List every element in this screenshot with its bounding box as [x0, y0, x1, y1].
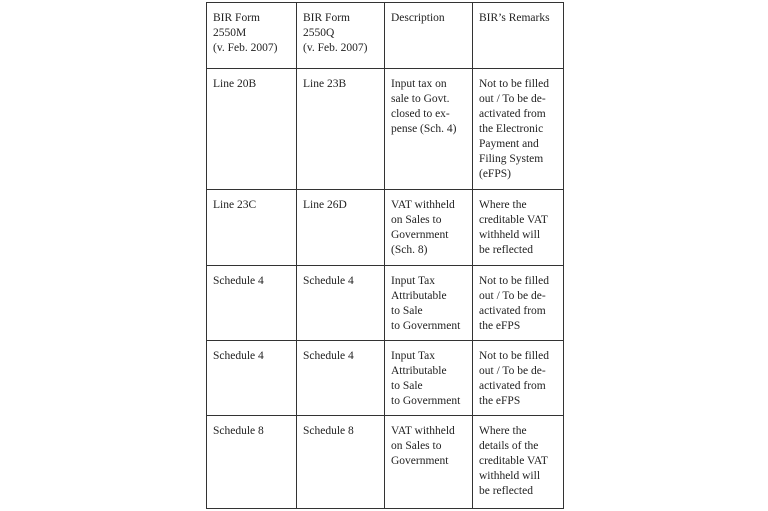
header-bir-form-2550q: BIR Form 2550Q (v. Feb. 2007)	[297, 3, 385, 69]
cell-form-2550m: Schedule 4	[207, 266, 297, 341]
header-description: Description	[385, 3, 473, 69]
cell-form-2550q: Schedule 8	[297, 416, 385, 509]
cell-form-2550q: Line 23B	[297, 69, 385, 190]
table-row	[207, 416, 564, 509]
header-bir-remarks: BIR’s Remarks	[473, 3, 564, 69]
cell-form-2550q: Schedule 4	[297, 341, 385, 416]
cell-form-2550m: Schedule 8	[207, 416, 297, 509]
cell-form-2550q: Line 26D	[297, 190, 385, 266]
table-row	[207, 341, 564, 416]
cell-form-2550m: Line 23C	[207, 190, 297, 266]
table-row	[207, 69, 564, 190]
cell-remarks: Not to be filled out / To be de- activated from the Electronic Payment and Filing System (eFPS)	[473, 69, 564, 190]
cell-form-2550m: Schedule 4	[207, 341, 297, 416]
header-bir-form-2550m: BIR Form 2550M (v. Feb. 2007)	[207, 3, 297, 69]
cell-remarks: Not to be filled out / To be de- activated from the eFPS	[473, 341, 564, 416]
table-row	[207, 190, 564, 266]
cell-remarks: Where the details of the creditable VAT withheld will be reflected	[473, 416, 564, 509]
cell-description: Input Tax Attributable to Sale to Government	[385, 266, 473, 341]
cell-remarks: Where the creditable VAT withheld will be reflected	[473, 190, 564, 266]
cell-description: Input Tax Attributable to Sale to Government	[385, 341, 473, 416]
cell-remarks: Not to be filled out / To be de- activated from the eFPS	[473, 266, 564, 341]
cell-form-2550m: Line 20B	[207, 69, 297, 190]
bir-form-table	[206, 2, 564, 509]
cell-description: VAT withheld on Sales to Government (Sch. 8)	[385, 190, 473, 266]
table-header-row	[207, 3, 564, 69]
table-row	[207, 266, 564, 341]
cell-form-2550q: Schedule 4	[297, 266, 385, 341]
cell-description: Input tax on sale to Govt. closed to ex- pense (Sch. 4)	[385, 69, 473, 190]
cell-description: VAT withheld on Sales to Government	[385, 416, 473, 509]
